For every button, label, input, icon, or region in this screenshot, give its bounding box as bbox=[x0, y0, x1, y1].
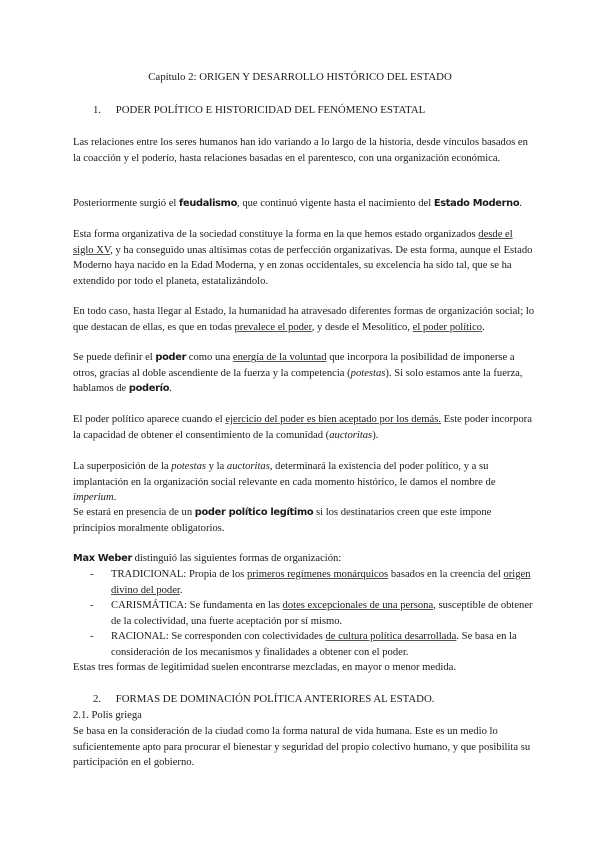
list-item-racional: - RACIONAL: Se corresponden con colectividades de cultura política desarrollada. Se basa en la consideración de los mecanismos y finalidades a obtener con el poder. bbox=[90, 631, 517, 658]
section-1-title: PODER POLÍTICO E HISTORICIDAD DEL FENÓMENO ESTATAL bbox=[115, 104, 426, 116]
term-poder-politico-legitimo: poder político legítimo bbox=[194, 507, 314, 518]
underline-energia-voluntad: energía de la voluntad bbox=[232, 352, 327, 363]
paragraph-todo-caso: En todo caso, hasta llegar al Estado, la humanidad ha atravesado diferentes formas de organización social; lo que destacan de ellas, es que en todas prevalece el poder, y desde el Mesolítico, el poder político. bbox=[73, 306, 535, 333]
term-max-weber: Max Weber bbox=[73, 553, 132, 564]
list-item-carismatica: - CARISMÁTICA: Se fundamenta en las dotes excepcionales de una persona, susceptible de obtener de la colectividad, una fuerte aceptación por sí mismo. bbox=[90, 600, 533, 627]
section-1-heading bbox=[93, 103, 425, 119]
term-poderio: poderío bbox=[128, 383, 170, 395]
term-estado-moderno: Estado Moderno bbox=[433, 198, 520, 209]
term-imperium: imperium bbox=[73, 492, 114, 504]
chapter-title: Capítulo 2: ORIGEN Y DESARROLLO HISTÓRICO DEL ESTADO bbox=[148, 71, 452, 83]
term-auctoritas: auctoritas bbox=[329, 429, 373, 441]
paragraph-superposicion: La superposición de la potestas y la auctoritas, determinará la existencia del poder político, y a su implantación en la organización social relevante en cada momento histórico, le damos el nombre de imperium. bbox=[73, 461, 496, 504]
term-feudalismo: feudalismo bbox=[179, 198, 238, 209]
term-poder: poder bbox=[155, 352, 187, 363]
term-potestas: potestas bbox=[350, 367, 386, 379]
section-2-title: FORMAS DE DOMINACIÓN POLÍTICA ANTERIORES AL ESTADO. bbox=[115, 693, 435, 705]
paragraph-relaciones: Las relaciones entre los seres humanos han ido variando a lo largo de la historia, desde vínculos basados en la coacción y el poderío, hasta relaciones basadas en el parentesco, con una organización económica. bbox=[73, 137, 528, 164]
paragraph-feudalismo: Posteriormente surgió el feudalismo, que continuó vigente hasta el nacimiento del Estado Moderno. bbox=[73, 198, 522, 209]
paragraph-definicion-poder: Se puede definir el poder como una energía de la voluntad que incorpora la posibilidad de imponerse a otros, gracias al doble ascendiente de la fuerza y la competencia (potestas). Si solo estamos ante la fuerza, hablamos de poderío. bbox=[73, 352, 523, 395]
section-2-number: 2. bbox=[93, 693, 102, 705]
list-item-tradicional: - TRADICIONAL: Propia de los primeros regímenes monárquicos basados en la creencia del origen divino del poder. bbox=[90, 569, 531, 596]
subsection-2-1-label: 2.1. Polis griega bbox=[73, 710, 142, 721]
paragraph-polis-griega: Se basa en la consideración de la ciudad como la forma natural de vida humana. Este es un medio lo suficientemente apto para procurar el bienestar y seguridad del propio colectivo humano, y que posibilita su participación en el gobierno. bbox=[73, 726, 531, 769]
underline-prevalece-poder: prevalece el poder bbox=[234, 321, 312, 333]
underline-ejercicio-poder: ejercicio del poder es bien aceptado por los demás. bbox=[225, 414, 441, 425]
paragraph-forma-organizativa: Esta forma organizativa de la sociedad constituye la forma en la que hemos estado organizados desde el siglo XV, y ha conseguido unas altísimas cotas de perfección organizativas. De esta forma, aunque el Estado Moderno haya nacido en la Edad Moderna, y en zonas occidentales, su excelencia ha sido tal, que se ha extendido por todo el planeta, estatalizándolo. bbox=[73, 229, 533, 287]
paragraph-legitimidad-mezclada: Estas tres formas de legitimidad suelen encontrarse mezcladas, en mayor o menor medida. bbox=[73, 662, 457, 673]
paragraph-legitimo: Se estará en presencia de un poder político legítimo si los destinatarios creen que este impone principios moralmente obligatorios. bbox=[73, 507, 492, 534]
underline-siglo-xv: desde el siglo XV bbox=[73, 229, 513, 256]
weber-forms-list bbox=[73, 567, 535, 661]
underline-poder-politico: el poder político bbox=[412, 321, 483, 333]
section-2-heading bbox=[93, 692, 434, 708]
paragraph-poder-politico: El poder político aparece cuando el ejercicio del poder es bien aceptado por los demás. Este poder incorpora la capacidad de obtener el consentimiento de la comunidad (auctoritas). bbox=[73, 414, 532, 441]
section-1-number: 1. bbox=[93, 104, 102, 116]
paragraph-max-weber: Max Weber distinguió las siguientes formas de organización: bbox=[73, 553, 342, 564]
